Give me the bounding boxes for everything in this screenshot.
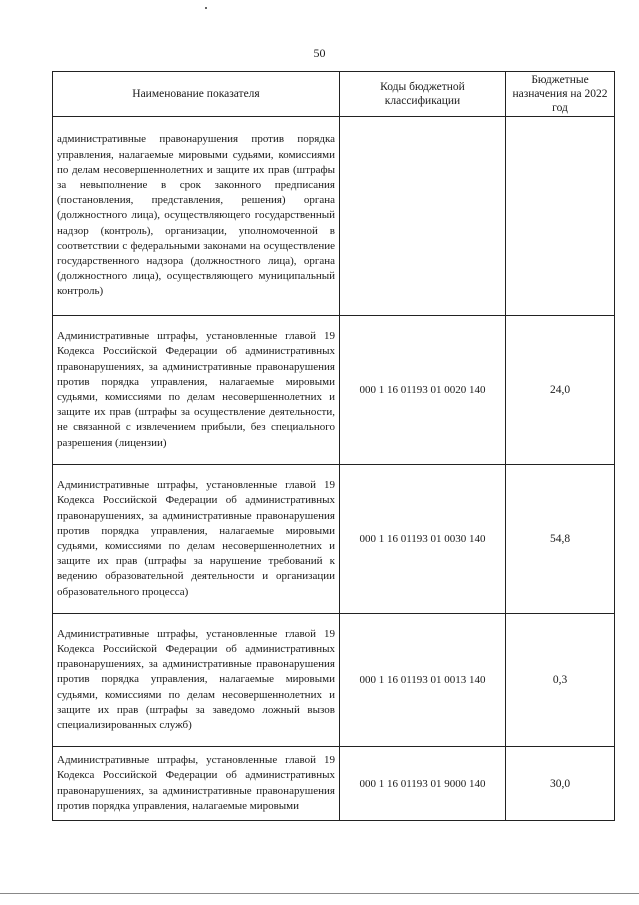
- table-row: [53, 465, 615, 614]
- amount-cell: 24,0: [506, 316, 615, 465]
- table-body: [53, 117, 615, 821]
- budget-code-cell: 000 1 16 01193 01 0030 140: [340, 465, 506, 614]
- budget-table: [52, 71, 615, 821]
- table-row: [53, 316, 615, 465]
- indicator-name-cell: административные правонарушения против порядка управления, налагаемые мировыми судьями, комиссиями по делам несовершеннолетних и защите их прав (штрафы за невыполнение в срок законного предписания (постановления, представления, решения) органа (должностного лица), осуществляющего государственный надзор (контроль), организации, уполномоченной в соответствии с федеральными законами на осуществление государственного надзора (должностного лица), органа (должностного лица), осуществляющего муниципальный контроль): [53, 117, 340, 316]
- indicator-name-cell: Административные штрафы, установленные главой 19 Кодекса Российской Федерации об административных правонарушениях, за административные правонарушения против порядка управления, налагаемые мировыми: [53, 747, 340, 821]
- amount-cell: 54,8: [506, 465, 615, 614]
- indicator-name-cell: Административные штрафы, установленные главой 19 Кодекса Российской Федерации об административных правонарушениях, за административные правонарушения против порядка управления, налагаемые мировыми судьями, комиссиями по делам несовершеннолетних и защите их прав (штрафы за нарушение требований к ведению образовательной деятельности и организации образовательного процесса): [53, 465, 340, 614]
- table-row: [53, 117, 615, 316]
- budget-code-cell: [340, 117, 506, 316]
- table-header: [53, 72, 615, 117]
- indicator-name-cell: Административные штрафы, установленные главой 19 Кодекса Российской Федерации об административных правонарушениях, за административные правонарушения против порядка управления, налагаемые мировыми судьями, комиссиями по делам несовершеннолетних и защите их прав (штрафы за заведомо ложный вызов специализированных служб): [53, 614, 340, 747]
- table-row: [53, 747, 615, 821]
- table-row: [53, 614, 615, 747]
- scan-artifact: [205, 7, 207, 9]
- scan-edge-line: [0, 893, 639, 894]
- budget-code-cell: 000 1 16 01193 01 0020 140: [340, 316, 506, 465]
- header-budget-codes: Коды бюджетной классификации: [340, 72, 506, 117]
- page-number: 50: [313, 46, 326, 60]
- amount-cell: [506, 117, 615, 316]
- amount-cell: 0,3: [506, 614, 615, 747]
- amount-cell: 30,0: [506, 747, 615, 821]
- header-budget-appropriations: Бюджетные назначения на 2022 год: [506, 72, 615, 117]
- budget-code-cell: 000 1 16 01193 01 0013 140: [340, 614, 506, 747]
- header-row: [53, 72, 615, 117]
- header-indicator-name: Наименование показателя: [53, 72, 340, 117]
- budget-code-cell: 000 1 16 01193 01 9000 140: [340, 747, 506, 821]
- indicator-name-cell: Административные штрафы, установленные главой 19 Кодекса Российской Федерации об административных правонарушениях, за административные правонарушения против порядка управления, налагаемые мировыми судьями, комиссиями по делам несовершеннолетних и защите их прав (штрафы за осуществление деятельности, не связанной с извлечением прибыли, без специального разрешения (лицензии): [53, 316, 340, 465]
